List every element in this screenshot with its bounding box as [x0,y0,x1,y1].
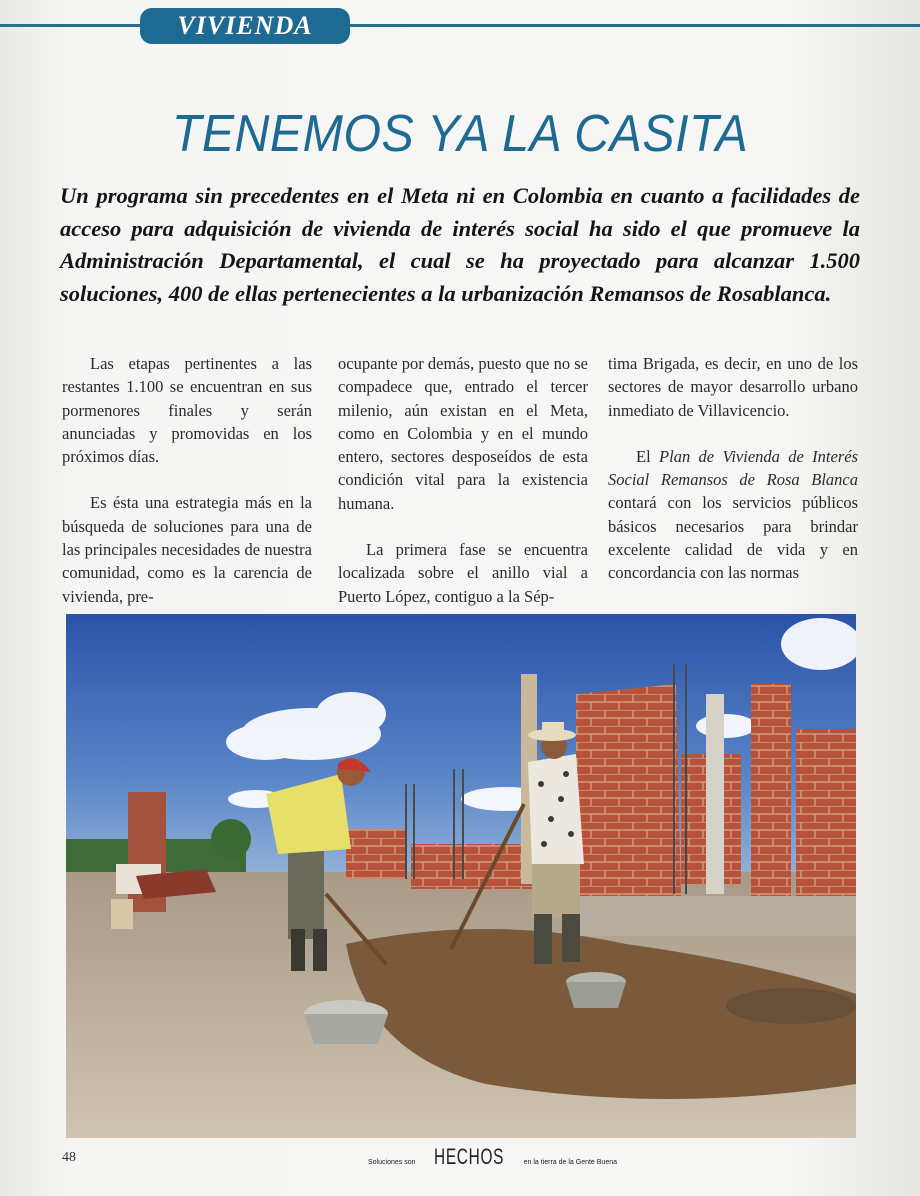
paragraph: La primera fase se encuentra localizada sobre el anillo vial a Puerto López, contiguo a la Sép- [338,540,588,606]
section-tab: VIVIENDA [140,8,350,44]
plan-name: Plan de Vivienda de Interés Social Remansos de Rosa Blanca [608,446,858,490]
text-column-3 [608,352,858,585]
page-number: 48 [62,1150,76,1165]
slogan-prefix: Soluciones son [368,1159,416,1166]
footer-slogan [368,1144,617,1170]
paragraph [608,445,858,585]
paragraph-text: contará con los servicios públicos básicos necesarios para brindar excelente calidad de vida y en concordancia con las normas [608,493,858,583]
slogan-brand: HECHOS [434,1144,505,1169]
construction-photo [66,614,856,1138]
text-column-2 [338,352,588,608]
paragraph: Es ésta una estrategia más en la búsqueda de soluciones para una de las principales necesidades de nuestra comunidad, como es la carencia de vivienda, pre- [62,493,312,606]
construction-site-illustration [66,614,856,1138]
paragraph: ocupante por demás, puesto que no se compadece que, entrado el tercer milenio, aún existan en el Meta, como en Colombia y en el mundo entero, sectores desposeídos de esta condición vital para la existencia humana. [338,354,588,513]
article-lead: Un programa sin precedentes en el Meta ni en Colombia en cuanto a facilidades de acceso para adquisición de vivienda de interés social ha sido el que promueve la Administración Departamental, el cual se ha proyectado para alcanzar 1.500 soluciones, 400 de ellas pertenecientes a la urbanización Remansos de Rosablanca. [60,183,860,306]
paragraph: tima Brigada, es decir, en uno de los sectores de mayor desarrollo urbano inmediato de Villavicencio. [608,354,858,420]
slogan-suffix: en la tierra de la Gente Buena [523,1159,618,1166]
paragraph: Las etapas pertinentes a las restantes 1.100 se encuentran en sus pormenores finales y serán anunciadas y promovidas en los próximos días. [62,354,312,467]
text-column-1 [62,352,312,608]
paragraph-text: El [636,446,660,466]
article-title: TENEMOS YA LA CASITA [171,105,749,163]
section-rule [0,24,920,27]
